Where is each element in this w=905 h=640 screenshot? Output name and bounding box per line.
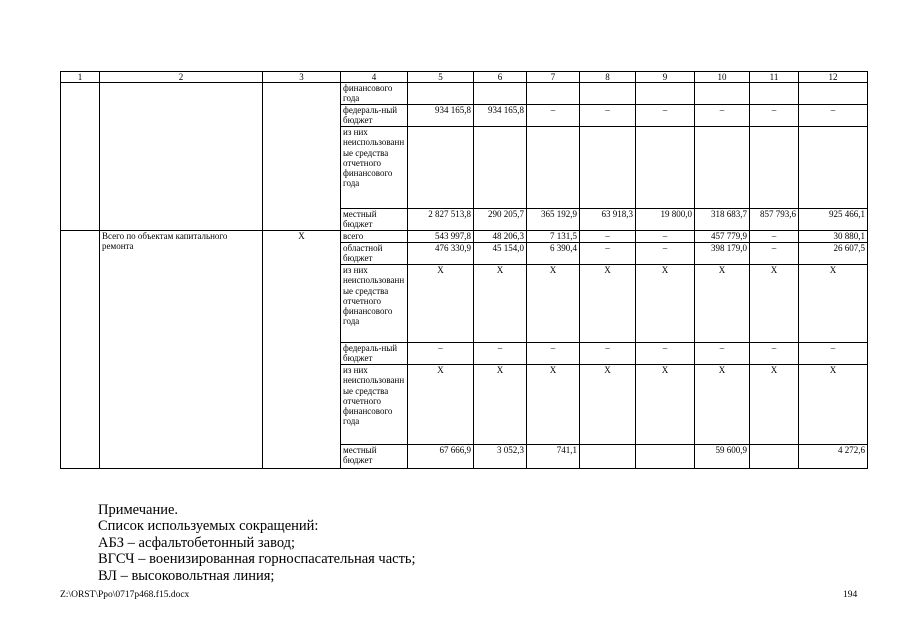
value-cell: 3 052,3: [474, 445, 527, 469]
value-cell: 26 607,5: [799, 243, 868, 265]
column-3-cell: [263, 83, 341, 231]
value-cell: [799, 127, 868, 209]
value-cell: –: [580, 231, 636, 243]
value-cell: [580, 83, 636, 105]
notes-section: [98, 502, 416, 584]
value-cell: Х: [474, 265, 527, 343]
header-cell: 4: [341, 72, 408, 83]
value-cell: Х: [474, 365, 527, 445]
header-cell: 5: [408, 72, 474, 83]
value-cell: 398 179,0: [695, 243, 750, 265]
value-cell: 457 779,9: [695, 231, 750, 243]
value-cell: 6 390,4: [527, 243, 580, 265]
funding-source-cell: местный бюджет: [341, 209, 408, 231]
value-cell: 741,1: [527, 445, 580, 469]
value-cell: 2 827 513,8: [408, 209, 474, 231]
value-cell: 4 272,6: [799, 445, 868, 469]
value-cell: –: [636, 343, 695, 365]
notes-title: Примечание.: [98, 502, 179, 518]
value-cell: 7 131,5: [527, 231, 580, 243]
value-cell: –: [750, 243, 799, 265]
funding-source-cell: местный бюджет: [341, 445, 408, 469]
row-number-cell: [61, 83, 100, 231]
value-cell: Х: [636, 265, 695, 343]
value-cell: Х: [408, 365, 474, 445]
table-row: [61, 231, 868, 243]
value-cell: [408, 83, 474, 105]
value-cell: [750, 83, 799, 105]
value-cell: Х: [580, 365, 636, 445]
value-cell: –: [408, 343, 474, 365]
value-cell: Х: [580, 265, 636, 343]
header-cell: 12: [799, 72, 868, 83]
value-cell: [527, 83, 580, 105]
header-cell: 2: [100, 72, 263, 83]
value-cell: –: [580, 105, 636, 127]
value-cell: [636, 127, 695, 209]
value-cell: –: [636, 231, 695, 243]
object-name-cell: Всего по объектам капитального ремонта: [100, 231, 263, 469]
value-cell: [527, 127, 580, 209]
value-cell: [474, 83, 527, 105]
funding-source-cell: федераль-ный бюджет: [341, 105, 408, 127]
value-cell: [580, 445, 636, 469]
value-cell: 934 165,8: [408, 105, 474, 127]
header-cell: 1: [61, 72, 100, 83]
notes-subtitle: Список используемых сокращений:: [98, 518, 319, 535]
value-cell: [695, 83, 750, 105]
value-cell: [750, 127, 799, 209]
value-cell: [799, 83, 868, 105]
row-number-cell: [61, 231, 100, 469]
funding-source-cell: финансового года: [341, 83, 408, 105]
value-cell: 934 165,8: [474, 105, 527, 127]
abbreviation-item: АБЗ – асфальтобетонный завод;: [98, 534, 296, 551]
value-cell: [750, 445, 799, 469]
header-cell: 11: [750, 72, 799, 83]
value-cell: [636, 83, 695, 105]
value-cell: Х: [408, 265, 474, 343]
value-cell: –: [527, 343, 580, 365]
value-cell: Х: [750, 265, 799, 343]
value-cell: –: [750, 343, 799, 365]
value-cell: 19 800,0: [636, 209, 695, 231]
value-cell: –: [799, 343, 868, 365]
value-cell: 925 466,1: [799, 209, 868, 231]
funding-source-cell: из них неиспользованные средства отчетного финансового года: [341, 365, 408, 445]
value-cell: Х: [750, 365, 799, 445]
header-cell: 9: [636, 72, 695, 83]
value-cell: –: [750, 105, 799, 127]
funding-source-cell: областной бюджет: [341, 243, 408, 265]
value-cell: [636, 445, 695, 469]
table-header-row: [61, 72, 868, 83]
value-cell: 476 330,9: [408, 243, 474, 265]
table-row: [61, 83, 868, 105]
budget-table: [60, 71, 868, 469]
header-cell: 8: [580, 72, 636, 83]
funding-source-cell: из них неиспользованные средства отчетного финансового года: [341, 265, 408, 343]
value-cell: [408, 127, 474, 209]
value-cell: –: [750, 231, 799, 243]
value-cell: 318 683,7: [695, 209, 750, 231]
value-cell: 59 600,9: [695, 445, 750, 469]
value-cell: –: [474, 343, 527, 365]
value-cell: –: [799, 105, 868, 127]
value-cell: Х: [527, 365, 580, 445]
value-cell: –: [695, 343, 750, 365]
value-cell: –: [636, 243, 695, 265]
value-cell: [695, 127, 750, 209]
footer-file-path: Z:\ORST\Ppo\0717p468.f15.docx: [60, 590, 190, 600]
value-cell: –: [636, 105, 695, 127]
value-cell: Х: [695, 265, 750, 343]
value-cell: Х: [695, 365, 750, 445]
value-cell: 290 205,7: [474, 209, 527, 231]
value-cell: Х: [799, 365, 868, 445]
header-cell: 7: [527, 72, 580, 83]
value-cell: [474, 127, 527, 209]
value-cell: 67 666,9: [408, 445, 474, 469]
abbreviation-item: ВЛ – высоковольтная линия;: [98, 567, 275, 584]
value-cell: [580, 127, 636, 209]
value-cell: –: [580, 343, 636, 365]
value-cell: Х: [527, 265, 580, 343]
value-cell: 45 154,0: [474, 243, 527, 265]
header-cell: 6: [474, 72, 527, 83]
value-cell: 365 192,9: [527, 209, 580, 231]
funding-source-cell: всего: [341, 231, 408, 243]
value-cell: 30 880,1: [799, 231, 868, 243]
value-cell: 48 206,3: [474, 231, 527, 243]
value-cell: 857 793,6: [750, 209, 799, 231]
column-3-cell: Х: [263, 231, 341, 469]
header-cell: 10: [695, 72, 750, 83]
funding-source-cell: федераль-ный бюджет: [341, 343, 408, 365]
value-cell: Х: [636, 365, 695, 445]
value-cell: –: [695, 105, 750, 127]
value-cell: –: [580, 243, 636, 265]
value-cell: –: [527, 105, 580, 127]
page-number: 194: [843, 590, 858, 600]
value-cell: 63 918,3: [580, 209, 636, 231]
funding-source-cell: из них неиспользованные средства отчетного финансового года: [341, 127, 408, 209]
abbreviation-item: ВГСЧ – военизированная горноспасательная часть;: [98, 551, 416, 568]
object-name-cell: [100, 83, 263, 231]
value-cell: 543 997,8: [408, 231, 474, 243]
value-cell: Х: [799, 265, 868, 343]
header-cell: 3: [263, 72, 341, 83]
